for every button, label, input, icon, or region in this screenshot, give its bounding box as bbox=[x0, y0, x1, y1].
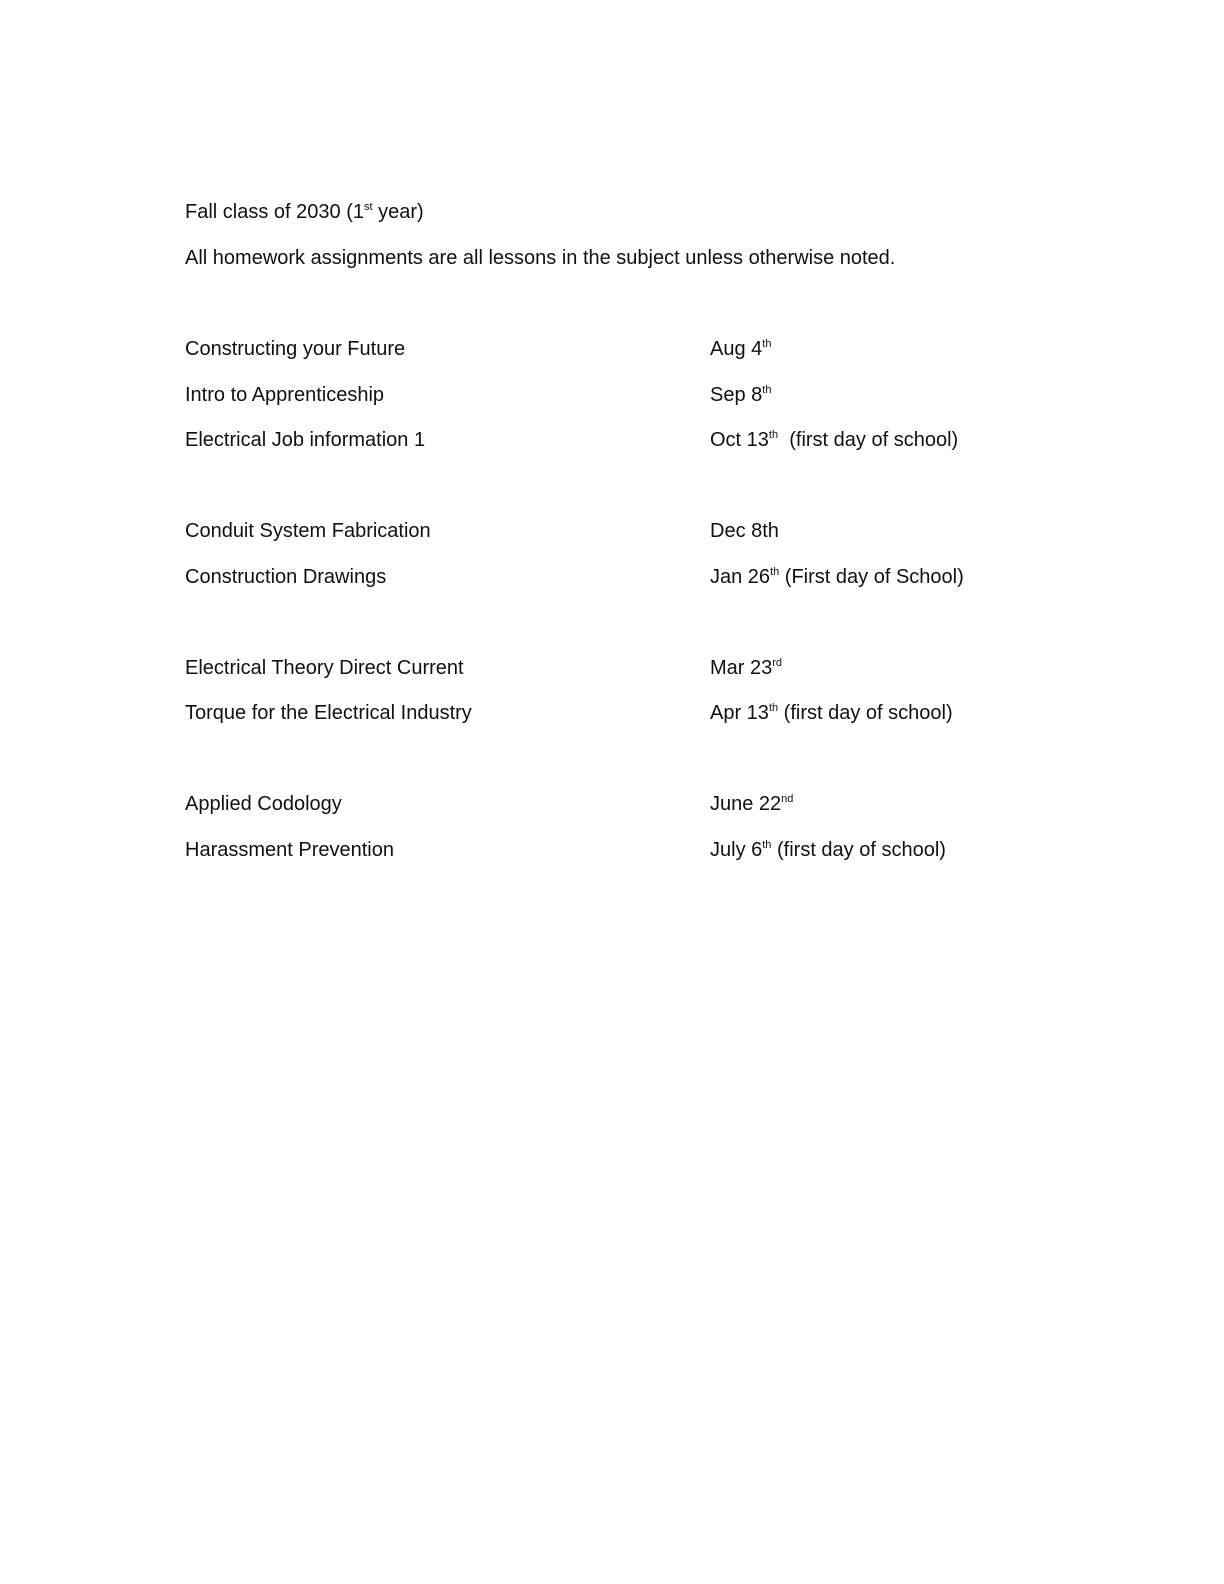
subject-name: Construction Drawings bbox=[185, 566, 387, 588]
schedule-row bbox=[0, 701, 1224, 725]
schedule-row bbox=[0, 428, 1224, 452]
schedule-row bbox=[0, 656, 1224, 680]
due-date: Sep 8th bbox=[710, 384, 772, 406]
title-text: Fall class of 2030 (1 bbox=[185, 201, 364, 223]
subject-name: Intro to Apprenticeship bbox=[185, 384, 385, 406]
schedule-row bbox=[0, 838, 1224, 862]
schedule-row bbox=[0, 792, 1224, 816]
subject-name: Constructing your Future bbox=[185, 338, 406, 360]
schedule-row bbox=[0, 519, 1224, 543]
schedule-row bbox=[0, 565, 1224, 589]
homework-note: All homework assignments are all lessons in the subject unless otherwise noted. bbox=[185, 247, 896, 269]
page-title bbox=[185, 200, 424, 224]
subject-name: Conduit System Fabrication bbox=[185, 520, 431, 542]
subject-name: Torque for the Electrical Industry bbox=[185, 702, 472, 724]
title-text-end: year) bbox=[372, 201, 424, 223]
schedule-row bbox=[0, 383, 1224, 407]
due-date: July 6th (first day of school) bbox=[710, 839, 946, 861]
due-date: June 22nd bbox=[710, 793, 794, 815]
due-date: Jan 26th (First day of School) bbox=[710, 566, 964, 588]
subject-name: Electrical Theory Direct Current bbox=[185, 657, 464, 679]
subject-name: Electrical Job information 1 bbox=[185, 429, 426, 451]
due-date: Apr 13th (first day of school) bbox=[710, 702, 953, 724]
schedule-row bbox=[0, 337, 1224, 361]
due-date: Dec 8th bbox=[710, 520, 779, 542]
title-superscript: st bbox=[363, 201, 373, 213]
due-date: Mar 23rd bbox=[710, 657, 783, 679]
due-date: Oct 13th (first day of school) bbox=[710, 429, 959, 451]
subject-name: Harassment Prevention bbox=[185, 839, 394, 861]
subject-name: Applied Codology bbox=[185, 793, 342, 815]
due-date: Aug 4th bbox=[710, 338, 772, 360]
